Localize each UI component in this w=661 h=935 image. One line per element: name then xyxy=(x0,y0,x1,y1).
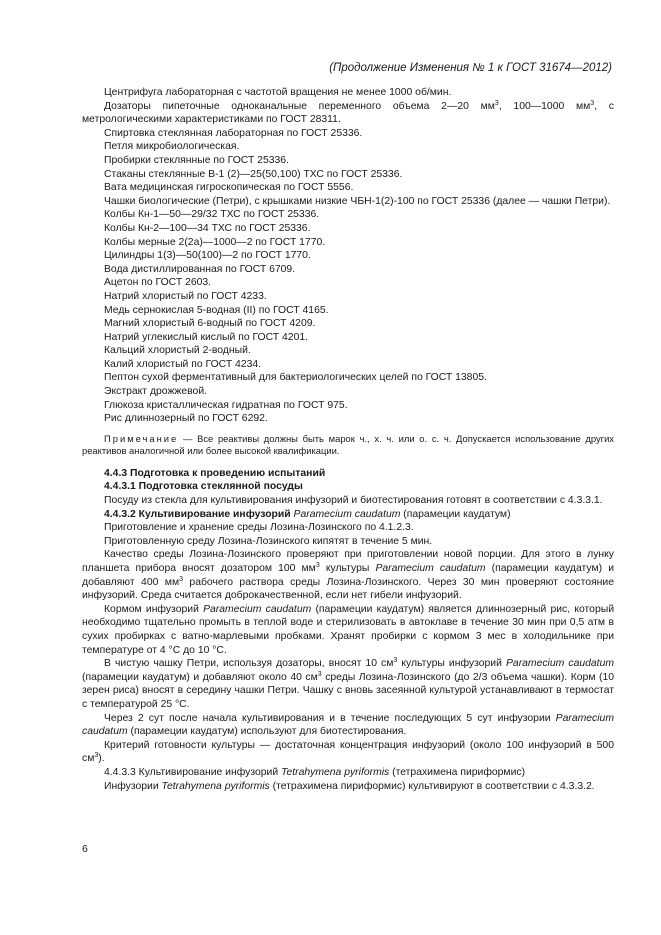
page-content xyxy=(82,86,614,793)
equipment-item: Вода дистиллированная по ГОСТ 6709. xyxy=(104,263,296,275)
section-heading-4-4-3-3: 4.4.3.3 Культивирование инфузорий Tetrahymena pyriformis (тетрахимена пириформис) xyxy=(104,766,526,778)
readiness-criterion-paragraph: Критерий готовности культуры — достаточная концентрация инфузорий (около 100 инфузорий в 500 $см^3$). xyxy=(82,739,614,765)
equipment-item: Вата медицинская гигроскопическая по ГОСТ 5556. xyxy=(104,182,354,194)
page-header: (Продолжение Изменения № 1 к ГОСТ 31674—2012) xyxy=(329,62,612,74)
medium-quality-paragraph: Качество среды Лозина-Лозинского проверяют при приготовлении новой порции. Для этого в лунку планшета прибора вносят дозатором 100 $мм^3$ культуры Paramecium caudatum (парамеции каудатум) и добавляют 400 $мм^3$ рабочего раствора среды Лозина-Лозинского. Через 30 мин проверяют состояние инфузорий. Среда считается доброкачественной, если нет гибели инфузорий. xyxy=(82,549,614,602)
equipment-item: Центрифуга лабораторная с частотой вращения не менее 1000 об/мин. xyxy=(104,87,452,98)
equipment-item: Натрий углекислый кислый по ГОСТ 4201. xyxy=(104,331,309,343)
section-heading-4-4-3-2: 4.4.3.2 Культивирование инфузорий Paramecium caudatum (парамеции каудатум) xyxy=(104,508,511,520)
medium-boil-paragraph: Приготовленную среду Лозина-Лозинского кипятят в течение 5 мин. xyxy=(104,535,433,547)
petri-dish-paragraph: В чистую чашку Петри, используя дозаторы, вносят 10 $см^3$ культуры инфузорий Paramecium caudatum (парамеции каудатум) и добавляют около 40 $см^3$ среды Лозина-Лозинского (до 2/3 объема чашки). Корм (10 зерен риса) вносят в середину чашки Петри. Чашку с вновь засеянной культурой устанавливают в термостат с температурой 25 °С. xyxy=(82,657,615,710)
glassware-paragraph: Посуду из стекла для культивирования инфузорий и биотестирования готовят в соответствии с 4.3.3.1. xyxy=(104,495,603,507)
medium-preparation-paragraph: Приготовление и хранение среды Лозина-Лозинского по 4.1.2.3. xyxy=(104,522,414,534)
equipment-item: Магний хлористый 6-водный по ГОСТ 4209. xyxy=(104,318,316,330)
equipment-item: Петля микробиологическая. xyxy=(104,141,240,153)
equipment-item: Пептон сухой ферментативный для бактериологических целей по ГОСТ 13805. xyxy=(104,372,487,384)
equipment-item: Кальций хлористый 2-водный. xyxy=(104,345,251,357)
equipment-item: Глюкоза кристаллическая гидратная по ГОСТ 975. xyxy=(104,399,348,411)
dosator-paragraph: Дозаторы пипеточные одноканальные переменного объема 2—20 $мм^3$, 100—1000 $мм^3$, с метрологическими характеристиками по ГОСТ 28311. xyxy=(82,99,614,126)
equipment-item: Цилиндры 1(3)—50(100)—2 по ГОСТ 1770. xyxy=(104,250,311,262)
reagent-note: Примечание — Все реактивы должны быть марок ч., х. ч. или о. с. ч. Допускается использование других реактивов аналогичной или более высокой квалификации. xyxy=(82,432,614,457)
tetrahymena-paragraph: Инфузории Tetrahymena pyriformis (тетрахимена пириформис) культивируют в соответствии с 4.3.3.2. xyxy=(104,780,595,792)
equipment-item: Спиртовка стеклянная лабораторная по ГОСТ 25336. xyxy=(104,127,363,139)
equipment-item: Ацетон по ГОСТ 2603. xyxy=(104,277,212,289)
equipment-item: Колбы Кн-1—50—29/32 ТХС по ГОСТ 25336. xyxy=(104,209,320,221)
usage-paragraph: Через 2 сут после начала культивирования и в течение последующих 5 сут инфузории Paramecium caudatum (парамеции каудатум) используют для биотестирования. xyxy=(82,712,614,738)
equipment-item: Пробирки стеклянные по ГОСТ 25336. xyxy=(104,154,289,166)
equipment-item: Стаканы стеклянные В-1 (2)—25(50,100) ТХС по ГОСТ 25336. xyxy=(104,168,403,180)
equipment-item: Экстракт дрожжевой. xyxy=(104,386,208,398)
equipment-item: Чашки биологические (Петри), с крышками низкие ЧБН-1(2)-100 по ГОСТ 25336 (далее — чашки Петри). xyxy=(104,195,611,207)
equipment-item: Рис длиннозерный по ГОСТ 6292. xyxy=(104,413,268,425)
equipment-item: Колбы мерные 2(2а)—1000—2 по ГОСТ 1770. xyxy=(104,236,326,248)
equipment-item: Колбы Кн-2—100—34 ТХС по ГОСТ 25336. xyxy=(104,222,311,234)
equipment-item: Калий хлористый по ГОСТ 4234. xyxy=(104,358,262,370)
section-heading-4-4-3: 4.4.3 Подготовка к проведению испытаний xyxy=(104,467,326,479)
section-heading-4-4-3-1: 4.4.3.1 Подготовка стеклянной посуды xyxy=(104,481,303,493)
equipment-item: Натрий хлористый по ГОСТ 4233. xyxy=(104,290,267,302)
feed-paragraph: Кормом инфузорий Paramecium caudatum (парамеции каудатум) является длиннозерный рис, который необходимо тщательно промыть в теплой воде и стерилизовать в автоклаве в течение 30 мин при 0,5 атм в сухих пробирках с ватно-марлевыми пробками. Хранят пробирки с кормом 3 мес в холодильнике при температуре от 4 °С до 10 °С. xyxy=(82,603,615,656)
equipment-item: Медь сернокислая 5-водная (II) по ГОСТ 4165. xyxy=(104,304,329,316)
page-number: 6 xyxy=(82,843,88,855)
